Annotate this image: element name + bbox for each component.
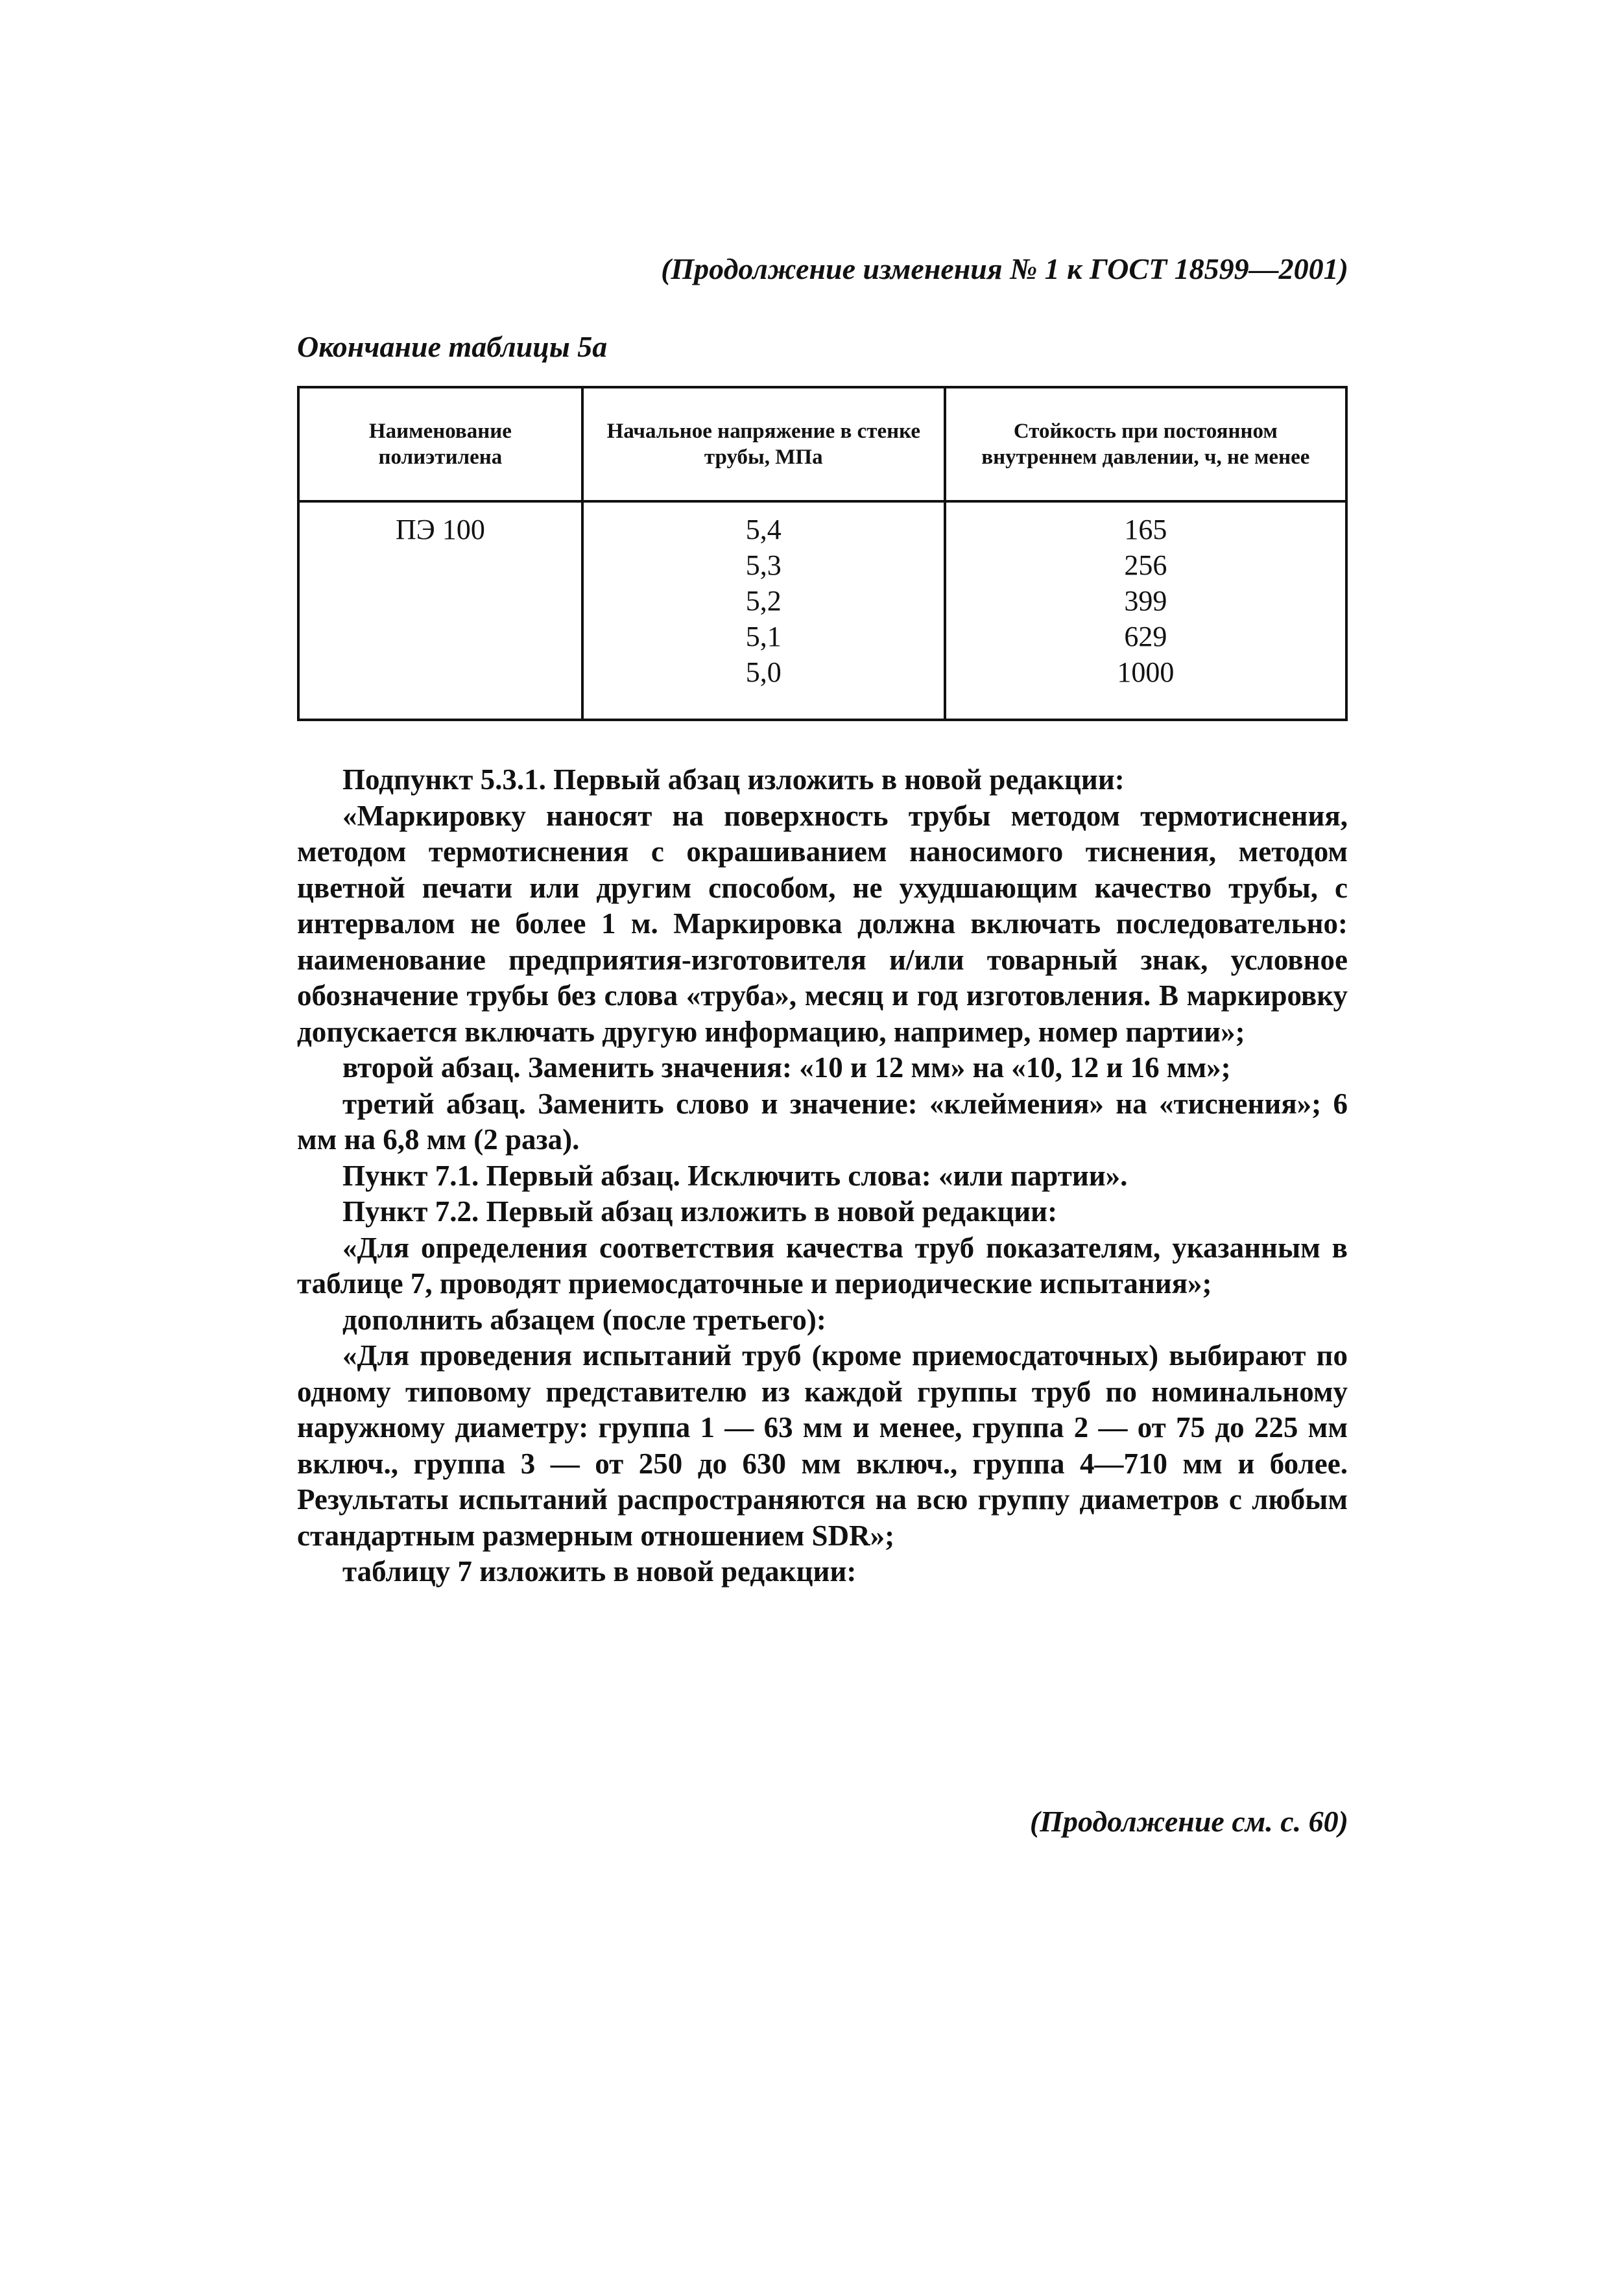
table-header-row	[298, 387, 1346, 501]
hours-value: 1000	[1117, 656, 1175, 688]
header-resistance: Стойкость при постоянном внутреннем давлении, ч, не менее	[945, 387, 1346, 501]
hours-value: 165	[1124, 514, 1167, 545]
paragraph: второй абзац. Заменить значения: «10 и 12 мм» на «10, 12 и 16 мм»;	[342, 1051, 1231, 1084]
page-header: (Продолжение изменения № 1 к ГОСТ 18599—2001)	[661, 252, 1348, 285]
table-row	[298, 501, 1346, 720]
hours-value: 629	[1124, 621, 1167, 652]
paragraph: Пункт 7.1. Первый абзац. Исключить слова: «или партии».	[342, 1159, 1128, 1192]
stress-value: 5,4	[745, 514, 782, 545]
stress-value: 5,2	[745, 585, 782, 617]
body-text	[297, 762, 1348, 1590]
paragraph: Пункт 7.2. Первый абзац изложить в новой редакции:	[342, 1195, 1058, 1228]
paragraph: «Маркировку наносят на поверхность трубы методом термотиснения, методом термотиснения с окрашиванием наносимого тиснения, методом цветной печати или другим способом, не ухудшающим качество трубы, с интервалом не более 1 м. Маркировка должна включать последовательно: наименование предприятия-изготовителя и/или товарный знак, условное обозначение трубы без слова «труба», месяц и год изготовления. В маркировку допускается включать другую информацию, например, номер партии»;	[297, 799, 1348, 1048]
hours-value: 256	[1124, 549, 1167, 581]
paragraph: «Для определения соответствия качества труб показателям, указанным в таблице 7, проводят приемосдаточные и периодические испытания»;	[297, 1231, 1348, 1300]
paragraph: дополнить абзацем (после третьего):	[342, 1303, 826, 1336]
table-caption: Окончание таблицы 5а	[297, 330, 608, 363]
stress-value: 5,1	[745, 621, 782, 652]
paragraph: «Для проведения испытаний труб (кроме приемосдаточных) выбирают по одному типовому представителю из каждой группы труб по номинальному наружному диаметру: группа 1 — 63 мм и менее, группа 2 — от 75 до 225 мм включ., группа 3 — от 250 до 630 мм включ., группа 4—710 мм и более. Результаты испытаний распространяются на всю группу диаметров с любым стандартным размерным отношением SDR»;	[297, 1339, 1348, 1552]
stress-value: 5,3	[745, 549, 782, 581]
cell-stress	[582, 501, 945, 720]
material-value: ПЭ 100	[396, 514, 485, 545]
hours-value: 399	[1124, 585, 1167, 617]
page-footer: (Продолжение см. с. 60)	[1029, 1805, 1348, 1838]
paragraph: третий абзац. Заменить слово и значение: «клеймения» на «тиснения»; 6 мм на 6,8 мм (2 раза).	[297, 1087, 1348, 1156]
header-stress: Начальное напряжение в стенке трубы, МПа	[582, 387, 945, 501]
cell-resistance	[945, 501, 1346, 720]
data-table	[297, 386, 1348, 721]
cell-material	[298, 501, 582, 720]
paragraph: Подпункт 5.3.1. Первый абзац изложить в новой редакции:	[342, 763, 1125, 796]
stress-value: 5,0	[745, 656, 782, 688]
paragraph: таблицу 7 изложить в новой редакции:	[342, 1555, 857, 1588]
header-material: Наименование полиэтилена	[298, 387, 582, 501]
